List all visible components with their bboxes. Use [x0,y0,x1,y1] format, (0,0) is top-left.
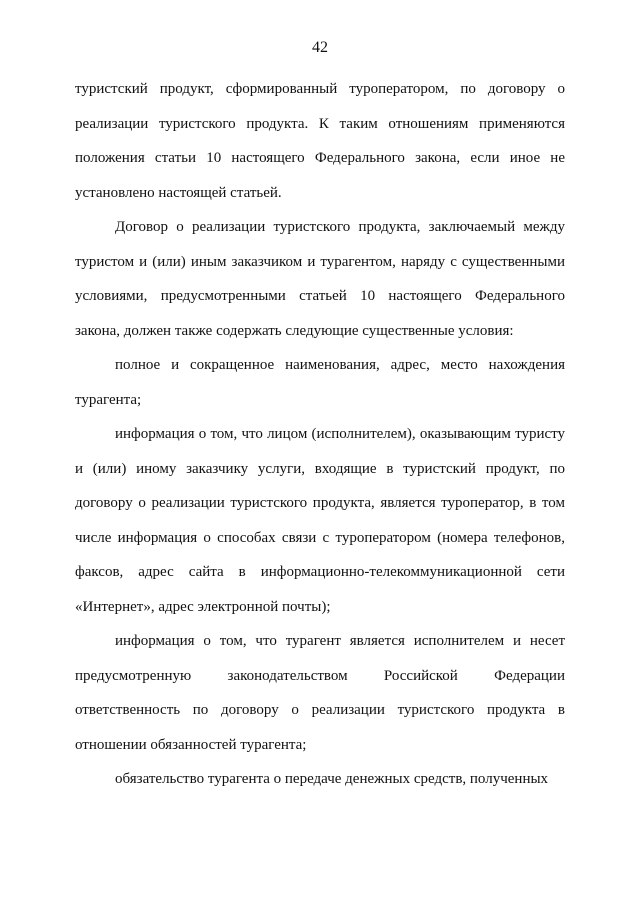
paragraph-agent-liability: информация о том, что турагент является исполнителем и несет предусмотренную законодательством Российской Федерации ответственность по договору о реализации туристского продукта в отношении обязанностей турагента; [75,633,565,753]
paragraph-agent-name: полное и сокращенное наименования, адрес, место нахождения турагента; [75,357,565,408]
paragraph-operator-info: информация о том, что лицом (исполнителем), оказывающим туристу и (или) иному заказчику услуги, входящие в туристский продукт, по договору о реализации туристского продукта, является туроператор, в том числе информация о способах связи с туроператором (номера телефонов, факсов, адрес сайта в информационно-телекоммуникационной сети «Интернет», адрес электронной почты); [75,426,565,615]
paragraph-contract: Договор о реализации туристского продукта, заключаемый между туристом и (или) иным заказчиком и турагентом, наряду с существенными условиями, предусмотренными статьей 10 настоящего Федерального закона, должен также содержать следующие существенные условия: [75,219,565,339]
document-body [75,72,565,797]
paragraph-continuation: туристский продукт, сформированный туроператором, по договору о реализации туристского продукта. К таким отношениям применяются положения статьи 10 настоящего Федерального закона, если иное не установлено настоящей статьей. [75,81,565,201]
paragraph-agent-obligation: обязательство турагента о передаче денежных средств, полученных [115,771,549,787]
page-number: 42 [312,39,328,56]
